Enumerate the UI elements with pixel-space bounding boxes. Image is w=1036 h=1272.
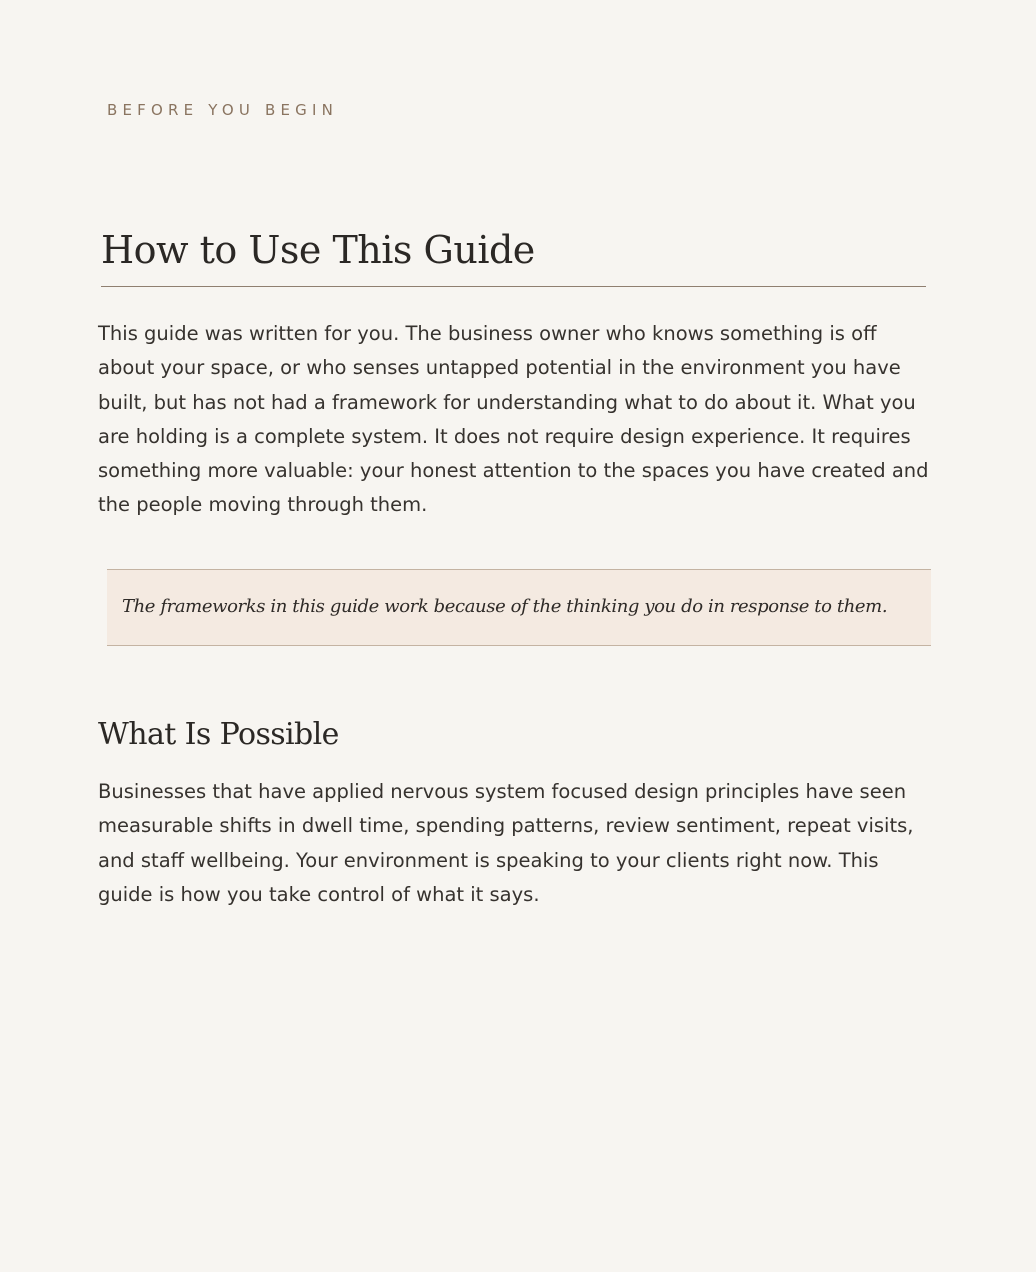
page-title: How to Use This Guide <box>101 228 535 272</box>
intro-paragraph: This guide was written for you. The business owner who knows something is off about your space, or who senses untapped potential in the environment you have built, but has not had a framework for understanding what to do about it. What you are holding is a complete system. It does not require design experience. It requires something more valuable: your honest attention to the spaces you have created and the people moving through them. <box>98 322 929 517</box>
pull-quote-callout <box>107 569 931 646</box>
pull-quote-text: The frameworks in this guide work because of the thinking you do in response to them. <box>122 596 888 617</box>
section-eyebrow: BEFORE YOU BEGIN <box>107 101 339 119</box>
section-paragraph: Businesses that have applied nervous system focused design principles have seen measurable shifts in dwell time, spending patterns, review sentiment, repeat visits, and staff wellbeing. Your environment is speaking to your clients right now. This guide is how you take control of what it says. <box>98 780 914 906</box>
section-heading: What Is Possible <box>98 717 339 752</box>
title-divider <box>101 286 926 287</box>
